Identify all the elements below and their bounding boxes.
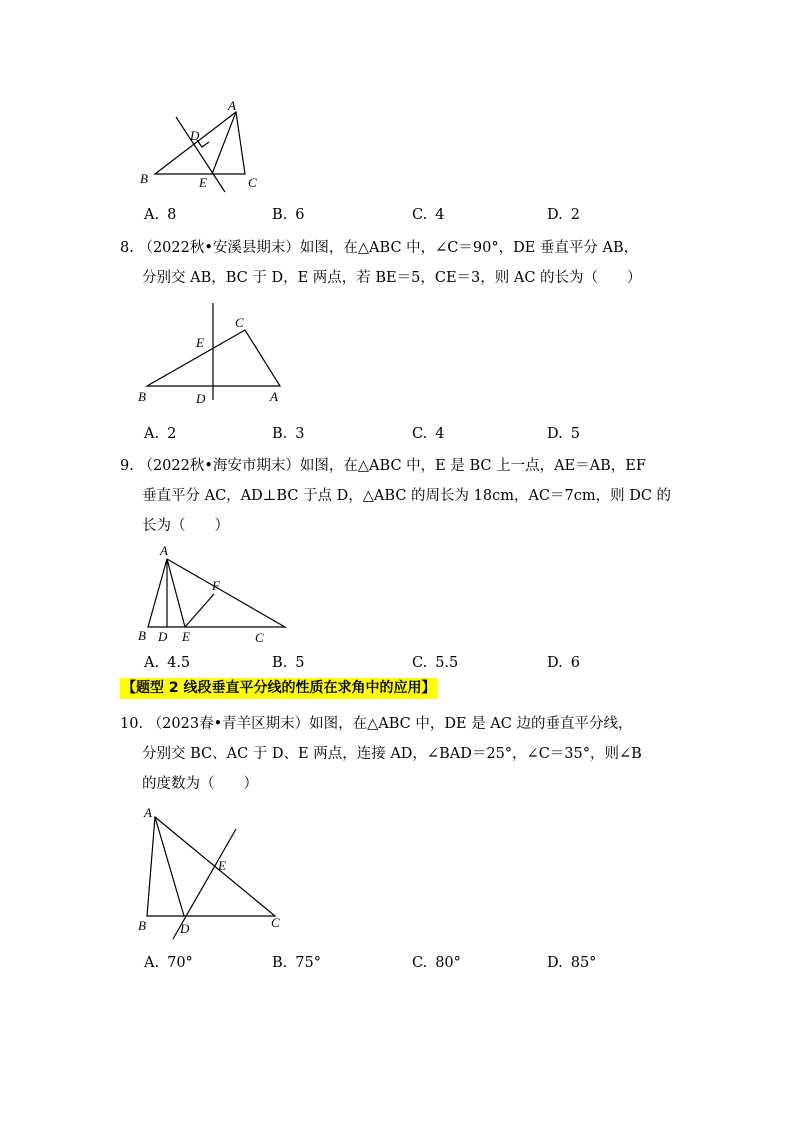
option-text: 3 <box>295 426 305 442</box>
q7-triangle <box>155 112 245 174</box>
q7-label-a: A <box>228 98 236 113</box>
q7-label-d: D <box>190 128 200 143</box>
option-text: 8 <box>167 207 177 223</box>
option-letter: D. <box>547 426 563 442</box>
q9-label-a: A <box>160 543 168 558</box>
q10-figure <box>130 800 300 945</box>
q7-label-c: C <box>248 175 257 190</box>
option-letter: B. <box>272 955 288 971</box>
q8-label-a: A <box>270 389 278 404</box>
q8-line-1: 8. （2022秋•安溪县期末）如图，在△ABC 中，∠C＝90°，DE 垂直平分 AB， <box>120 240 639 256</box>
q8-line-2: 分别交 AB，BC 于 D，E 两点，若 BE＝5，CE＝3，则 AC 的长为（ ） <box>142 270 642 286</box>
q9-option-a[interactable] <box>144 653 190 673</box>
q9-label-b: B <box>138 628 146 643</box>
option-letter: C. <box>412 955 428 971</box>
q8-option-a[interactable] <box>144 424 176 444</box>
q7-option-d[interactable] <box>547 205 580 225</box>
q9-line-1: 9. （2022秋•海安市期末）如图，在△ABC 中，E 是 BC 上一点，AE＝AB，EF <box>120 458 646 474</box>
q9-line-3: 长为（ ） <box>142 518 229 534</box>
option-text: 70° <box>167 955 193 971</box>
q8-option-b[interactable] <box>272 424 305 444</box>
section-title: 【题型 2 线段垂直平分线的性质在求角中的应用】 <box>120 678 438 699</box>
q9-triangle <box>148 559 285 627</box>
option-letter: B. <box>272 207 288 223</box>
option-text: 4.5 <box>167 655 191 671</box>
option-letter: A. <box>144 426 160 442</box>
q8-option-d[interactable] <box>547 424 580 444</box>
q10-label-b: B <box>138 918 146 933</box>
q10-triangle <box>147 817 275 916</box>
option-text: 80° <box>435 955 461 971</box>
option-letter: B. <box>272 426 288 442</box>
option-text: 4 <box>435 426 445 442</box>
q10-line-1: 10. （2023春•青羊区期末）如图，在△ABC 中，DE 是 AC 边的垂直平分线， <box>120 716 633 732</box>
option-letter: C. <box>412 426 428 442</box>
q9-figure <box>130 540 290 650</box>
q10-option-a[interactable] <box>144 953 193 973</box>
q9-option-d[interactable] <box>547 653 580 673</box>
q9-label-f: F <box>212 578 220 593</box>
q7-label-b: B <box>140 171 148 186</box>
q8-label-d: D <box>196 391 206 406</box>
q10-option-d[interactable] <box>547 953 596 973</box>
option-letter: A. <box>144 655 160 671</box>
q7-figure <box>130 95 270 200</box>
q7-label-e: E <box>199 175 207 190</box>
q10-option-c[interactable] <box>412 953 461 973</box>
option-text: 4 <box>435 207 445 223</box>
option-letter: B. <box>272 655 288 671</box>
option-letter: D. <box>547 655 563 671</box>
q10-line-3: 的度数为（ ） <box>142 776 258 792</box>
q10-label-d: D <box>180 921 190 936</box>
option-letter: C. <box>412 655 428 671</box>
q10-label-e: E <box>218 858 226 873</box>
q8-label-b: B <box>138 389 146 404</box>
q9-segment-ef <box>185 594 214 627</box>
option-text: 75° <box>295 955 321 971</box>
q10-option-b[interactable] <box>272 953 321 973</box>
q9-option-b[interactable] <box>272 653 305 673</box>
q9-option-c[interactable] <box>412 653 458 673</box>
option-text: 5.5 <box>435 655 459 671</box>
option-text: 2 <box>167 426 177 442</box>
q8-figure <box>130 300 300 410</box>
option-letter: C. <box>412 207 428 223</box>
option-text: 2 <box>570 207 580 223</box>
q10-label-a: A <box>144 805 152 820</box>
q9-label-c: C <box>255 630 264 645</box>
option-text: 85° <box>570 955 597 971</box>
option-letter: D. <box>547 955 563 971</box>
q8-option-c[interactable] <box>412 424 444 444</box>
option-letter: A. <box>144 955 160 971</box>
option-letter: A. <box>144 207 160 223</box>
q9-line-2: 垂直平分 AC，AD⊥BC 于点 D，△ABC 的周长为 18cm，AC＝7cm，则 DC 的 <box>142 488 672 504</box>
q10-segment-ad <box>155 817 184 916</box>
q7-option-a[interactable] <box>144 205 176 225</box>
q10-label-c: C <box>271 915 280 930</box>
q8-label-e: E <box>196 335 204 350</box>
option-text: 5 <box>570 426 580 442</box>
q9-label-d: D <box>158 629 168 644</box>
q7-option-b[interactable] <box>272 205 305 225</box>
q9-label-e: E <box>182 629 190 644</box>
option-text: 5 <box>295 655 305 671</box>
option-text: 6 <box>570 655 580 671</box>
q10-line-2: 分别交 BC、AC 于 D、E 两点，连接 AD，∠BAD＝25°，∠C＝35°，则∠B <box>142 746 642 762</box>
q9-segment-ae <box>167 559 185 627</box>
option-letter: D. <box>547 207 563 223</box>
q8-label-c: C <box>235 315 244 330</box>
q7-option-c[interactable] <box>412 205 444 225</box>
option-text: 6 <box>295 207 305 223</box>
